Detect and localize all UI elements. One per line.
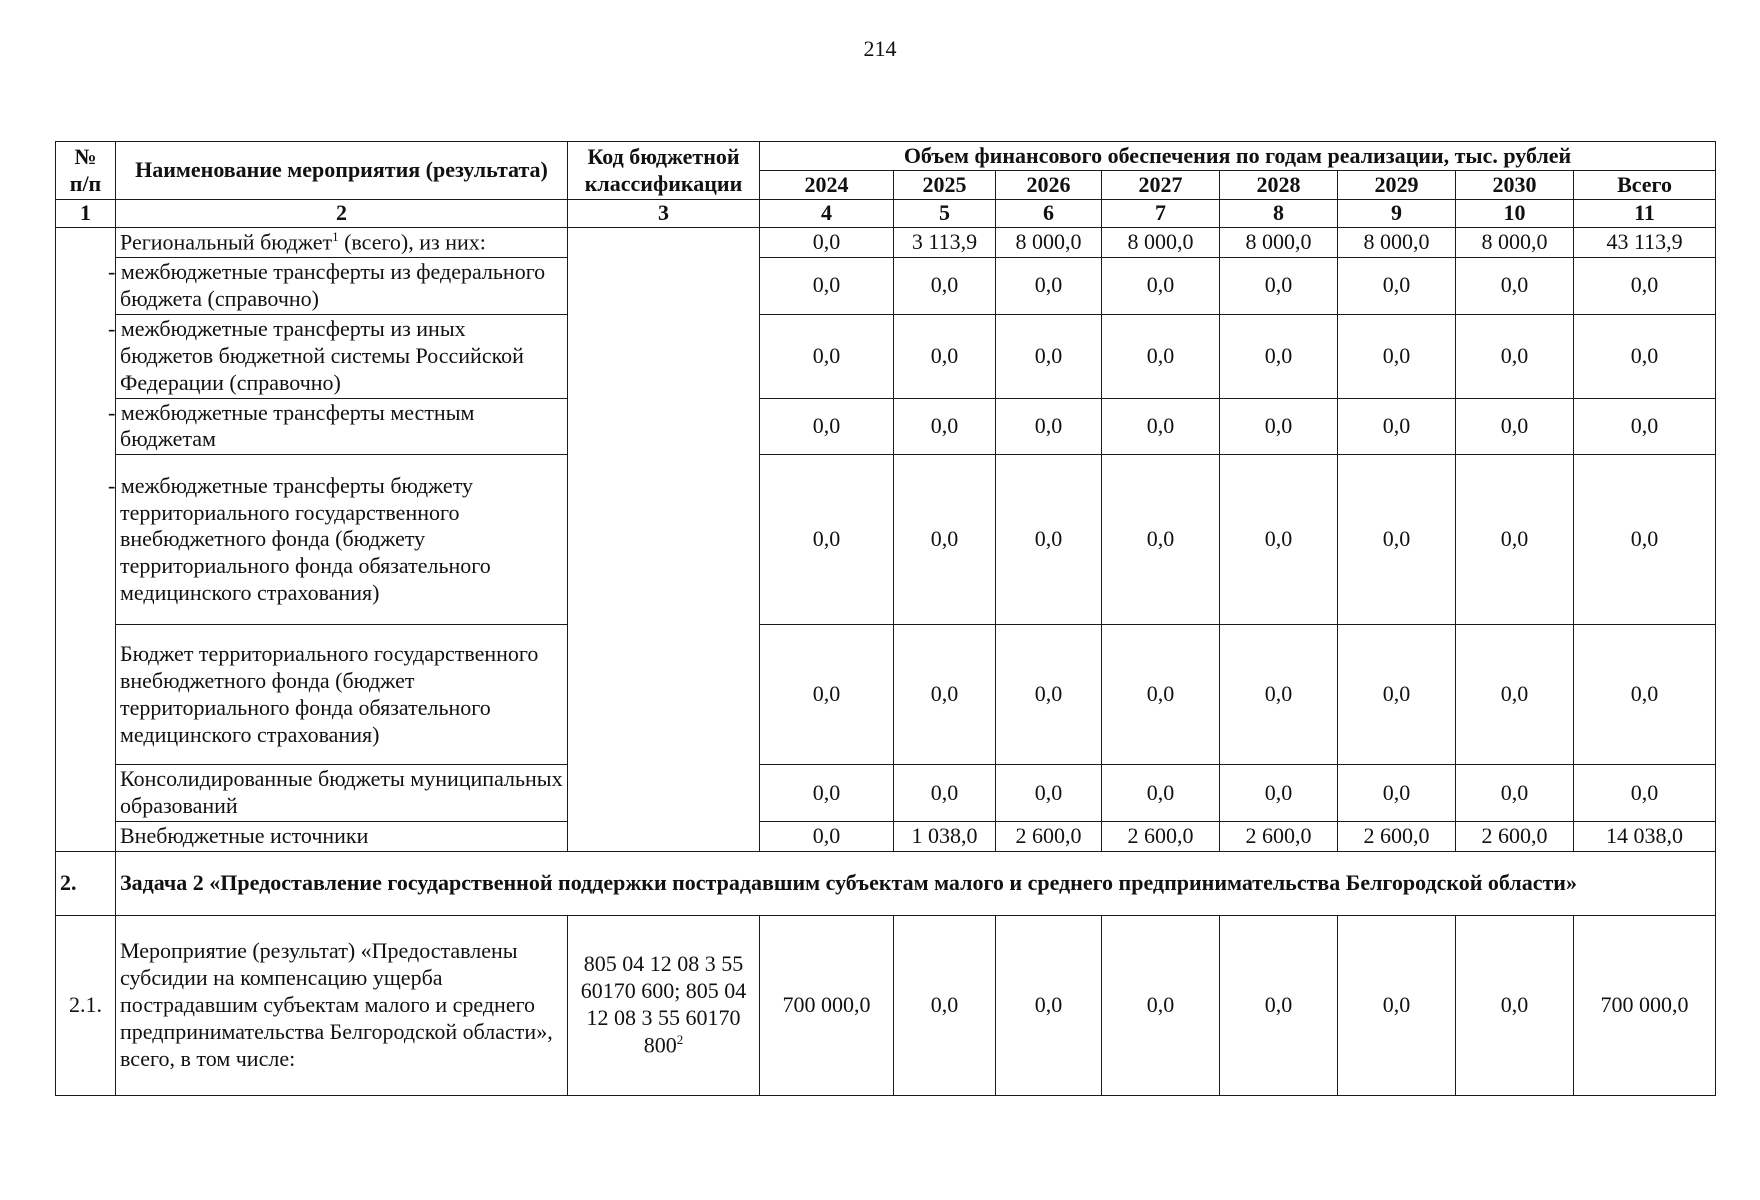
value-cell: 0,0 (760, 765, 894, 822)
task-title: Задача 2 «Предоставление государственной поддержки пострадавшим субъектам малого и среднего предпринимательства Белгородской области» (116, 851, 1716, 915)
value-cell: 3 113,9 (894, 227, 996, 257)
header-year: 2027 (1102, 171, 1220, 200)
total-cell: 700 000,0 (1574, 915, 1716, 1095)
header-kbk: Код бюджетной классификации (568, 142, 760, 200)
row-name: - межбюджетные трансферты из иных бюджетов бюджетной системы Российской Федерации (справочно) (116, 314, 568, 398)
value-cell: 2 600,0 (1456, 821, 1574, 851)
header-year: 2030 (1456, 171, 1574, 200)
value-cell: 8 000,0 (1456, 227, 1574, 257)
value-cell: 0,0 (996, 915, 1102, 1095)
row-name: Бюджет территориального государственного внебюджетного фонда (бюджет территориального фонда обязательного медицинского страхования) (116, 625, 568, 765)
value-cell: 0,0 (894, 765, 996, 822)
value-cell: 0,0 (1220, 765, 1338, 822)
value-cell: 0,0 (1220, 314, 1338, 398)
total-cell: 43 113,9 (1574, 227, 1716, 257)
value-cell: 0,0 (1338, 398, 1456, 455)
value-cell: 0,0 (894, 314, 996, 398)
value-cell: 0,0 (996, 765, 1102, 822)
value-cell: 0,0 (1220, 398, 1338, 455)
value-cell: 0,0 (1102, 915, 1220, 1095)
table-row (56, 257, 1716, 314)
total-cell: 14 038,0 (1574, 821, 1716, 851)
activity-row (56, 915, 1716, 1095)
value-cell: 0,0 (1102, 257, 1220, 314)
row-number-empty (56, 227, 116, 851)
value-cell: 0,0 (1456, 257, 1574, 314)
value-cell: 0,0 (1456, 915, 1574, 1095)
value-cell: 0,0 (1220, 455, 1338, 625)
value-cell: 0,0 (1456, 625, 1574, 765)
value-cell: 700 000,0 (760, 915, 894, 1095)
row-name: - межбюджетные трансферты местным бюджетам (116, 398, 568, 455)
table-row (56, 455, 1716, 625)
value-cell: 0,0 (1220, 915, 1338, 1095)
header-year: 2029 (1338, 171, 1456, 200)
column-index: 9 (1338, 200, 1456, 228)
value-cell: 0,0 (760, 257, 894, 314)
value-cell: 0,0 (1102, 765, 1220, 822)
value-cell: 0,0 (760, 314, 894, 398)
value-cell: 0,0 (1338, 765, 1456, 822)
column-index: 1 (56, 200, 116, 228)
column-index: 2 (116, 200, 568, 228)
value-cell: 0,0 (1338, 257, 1456, 314)
total-cell: 0,0 (1574, 765, 1716, 822)
value-cell: 8 000,0 (996, 227, 1102, 257)
row-name: - межбюджетные трансферты из федерального бюджета (справочно) (116, 257, 568, 314)
value-cell: 0,0 (760, 455, 894, 625)
header-total: Всего (1574, 171, 1716, 200)
value-cell: 0,0 (1338, 314, 1456, 398)
table-row (56, 625, 1716, 765)
value-cell: 2 600,0 (1220, 821, 1338, 851)
row-name: Консолидированные бюджеты муниципальных образований (116, 765, 568, 822)
value-cell: 0,0 (996, 398, 1102, 455)
value-cell: 0,0 (894, 915, 996, 1095)
column-index: 6 (996, 200, 1102, 228)
value-cell: 0,0 (760, 398, 894, 455)
total-cell: 0,0 (1574, 455, 1716, 625)
header-funding: Объем финансового обеспечения по годам реализации, тыс. рублей (760, 142, 1716, 171)
column-index: 11 (1574, 200, 1716, 228)
value-cell: 0,0 (1102, 314, 1220, 398)
column-index: 5 (894, 200, 996, 228)
page-number: 214 (863, 36, 897, 61)
value-cell: 0,0 (1456, 765, 1574, 822)
value-cell: 2 600,0 (996, 821, 1102, 851)
total-cell: 0,0 (1574, 314, 1716, 398)
value-cell: 0,0 (1220, 625, 1338, 765)
value-cell: 0,0 (1456, 455, 1574, 625)
value-cell: 0,0 (1220, 257, 1338, 314)
row-name: Региональный бюджет$^1$ (всего), из них: (116, 227, 568, 257)
value-cell: 0,0 (996, 314, 1102, 398)
value-cell: 0,0 (760, 625, 894, 765)
value-cell: 0,0 (1456, 314, 1574, 398)
value-cell: 0,0 (1456, 398, 1574, 455)
value-cell: 8 000,0 (1338, 227, 1456, 257)
task-row (56, 851, 1716, 915)
value-cell: 0,0 (894, 625, 996, 765)
value-cell: 0,0 (996, 455, 1102, 625)
value-cell: 0,0 (760, 821, 894, 851)
value-cell: 2 600,0 (1102, 821, 1220, 851)
value-cell: 0,0 (1338, 915, 1456, 1095)
column-index: 10 (1456, 200, 1574, 228)
header-number: № п/п (56, 142, 116, 200)
activity-kbk: 805 04 12 08 3 55 60170 600; 805 04 12 08 3 55 60170 $800^2$ (568, 915, 760, 1095)
value-cell: 0,0 (996, 625, 1102, 765)
value-cell: 0,0 (760, 227, 894, 257)
total-cell: 0,0 (1574, 398, 1716, 455)
total-cell: 0,0 (1574, 625, 1716, 765)
activity-number: 2.1. (56, 915, 116, 1095)
table-row (56, 821, 1716, 851)
value-cell: 8 000,0 (1102, 227, 1220, 257)
column-index: 7 (1102, 200, 1220, 228)
value-cell: 0,0 (1102, 398, 1220, 455)
value-cell: 0,0 (894, 398, 996, 455)
value-cell: 2 600,0 (1338, 821, 1456, 851)
value-cell: 8 000,0 (1220, 227, 1338, 257)
table-row (56, 765, 1716, 822)
value-cell: 0,0 (996, 257, 1102, 314)
funding-table (55, 141, 1716, 1096)
column-index: 8 (1220, 200, 1338, 228)
value-cell: 0,0 (894, 455, 996, 625)
value-cell: 0,0 (1102, 625, 1220, 765)
header-year: 2028 (1220, 171, 1338, 200)
column-index: 3 (568, 200, 760, 228)
value-cell: 0,0 (1338, 455, 1456, 625)
activity-name: Мероприятие (результат) «Предоставлены субсидии на компенсацию ущерба пострадавшим субъектам малого и среднего предпринимательства Белгородской области», всего, в том числе: (116, 915, 568, 1095)
value-cell: 0,0 (1338, 625, 1456, 765)
value-cell: 1 038,0 (894, 821, 996, 851)
value-cell: 0,0 (894, 257, 996, 314)
column-index: 4 (760, 200, 894, 228)
table-row (56, 398, 1716, 455)
table-row (56, 314, 1716, 398)
kbk-empty (568, 227, 760, 851)
header-year: 2026 (996, 171, 1102, 200)
header-year: 2025 (894, 171, 996, 200)
task-number: 2. (56, 851, 116, 915)
row-name: Внебюджетные источники (116, 821, 568, 851)
table-row (56, 227, 1716, 257)
header-year: 2024 (760, 171, 894, 200)
total-cell: 0,0 (1574, 257, 1716, 314)
header-name: Наименование мероприятия (результата) (116, 142, 568, 200)
row-name: - межбюджетные трансферты бюджету территориального государственного внебюджетного фонда (бюджету территориального фонда обязательного медицинского страхования) (116, 455, 568, 625)
value-cell: 0,0 (1102, 455, 1220, 625)
